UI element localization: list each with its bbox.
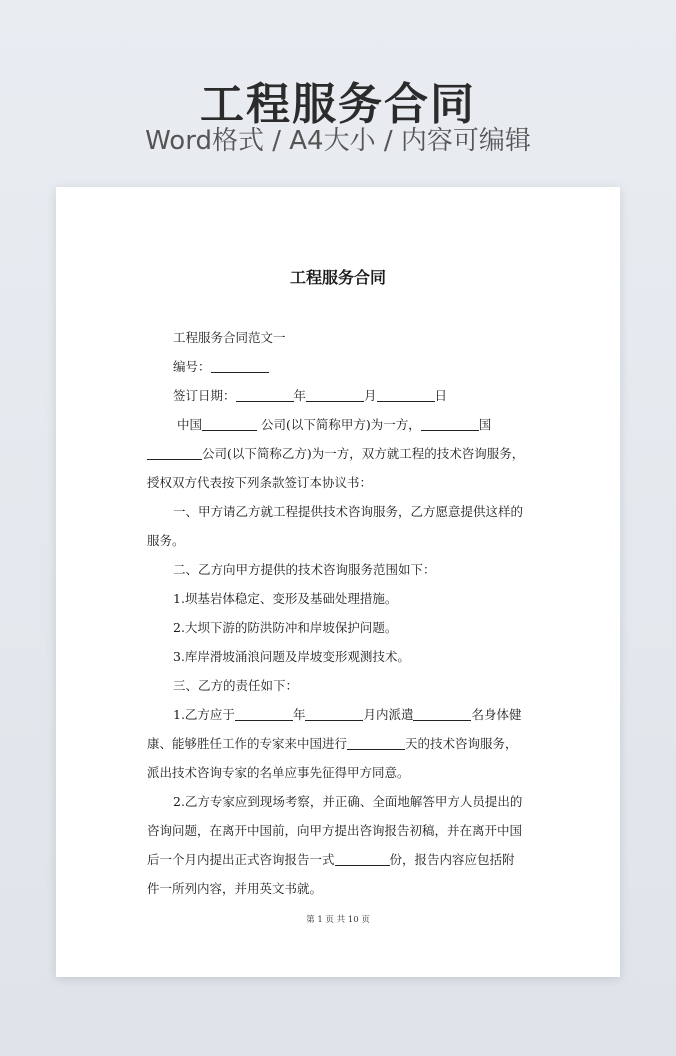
clause-1-line [147,497,529,526]
text: 二、乙方向甲方提供的技术咨询服务范围如下： [173,562,436,577]
party-a-line [147,410,529,439]
text: 一、甲方请乙方就工程提供技术咨询服务，乙方愿意提供这样的 [173,504,524,519]
text: 名身体健 [471,707,522,722]
document-body [147,323,529,903]
text: 康、能够胜任工作的专家来中国进行 [147,736,348,751]
paragraph-heading [147,323,529,352]
country-blank [421,416,479,431]
text: 日 [434,388,448,403]
list-item [147,700,529,729]
text: 派出技术咨询专家的名单应事先征得甲方同意。 [147,765,410,780]
clause-2-line [147,555,529,584]
text: 后一个月内提出正式咨询报告一式 [147,852,335,867]
party-b-line [147,439,529,468]
text: 年 [293,388,307,403]
month-blank [306,387,364,402]
text: 件一所列内容，并用英文书就。 [147,881,323,896]
text: 2.乙方专家应到现场考察，并正确、全面地解答甲方人员提出的 [173,794,523,809]
count-blank [413,706,471,721]
text: 年 [292,707,306,722]
text: 3.库岸滑坡涌浪问题及岸坡变形观测技术。 [173,649,410,664]
number-blank [211,358,269,373]
text: 签订日期： [173,388,236,403]
day-blank [377,387,435,402]
page-footer: 第 1 页 共 10 页 [306,915,370,925]
paragraph-line [147,845,529,874]
text: 2.大坝下游的防洪防冲和岸坡保护问题。 [173,620,398,635]
text: 1.坝基岩体稳定、变形及基础处理措施。 [173,591,398,606]
document-title: 工程服务合同 [289,268,386,287]
month-blank [305,706,363,721]
text: 授权双方代表按下列条款签订本协议书： [147,475,373,490]
year-blank [235,706,293,721]
list-item [147,642,529,671]
text: 公司(以下简称甲方)为一方， [261,417,421,432]
copies-blank [335,851,390,866]
paragraph-line [147,468,529,497]
text: 中国 [177,417,203,432]
contract-number-line [147,352,529,381]
days-blank [347,735,405,750]
text: 月内派遣 [363,707,414,722]
text: 服务。 [147,533,185,548]
text: 工程服务合同范文一 [173,330,286,345]
text: 1.乙方应于 [173,707,235,722]
text: 份，报告内容应包括附 [389,852,515,867]
text: 国 [478,417,492,432]
sign-date-line [147,381,529,410]
list-item [147,787,529,816]
text: 公司(以下简称乙方)为一方，双方就工程的技术咨询服务， [202,446,525,461]
text: 三、乙方的责任如下： [173,678,299,693]
text: 天的技术咨询服务， [405,736,518,751]
party-a-blank [202,416,257,431]
list-item [147,584,529,613]
text: 咨询问题，在离开中国前，向甲方提出咨询报告初稿，并在离开中国 [147,823,523,838]
text: 编号： [173,359,211,374]
hero-subtitle: Word格式 / A4大小 / 内容可编辑 [145,126,531,156]
paragraph-line [147,816,529,845]
document-page [56,187,620,977]
hero-title: 工程服务合同 [200,79,476,130]
clause-3-line [147,671,529,700]
list-item [147,613,529,642]
paragraph-line [147,758,529,787]
clause-1-line [147,526,529,555]
paragraph-line [147,729,529,758]
party-b-blank [147,445,202,460]
text: 月 [364,388,377,403]
paragraph-line [147,874,529,903]
year-blank [236,387,294,402]
